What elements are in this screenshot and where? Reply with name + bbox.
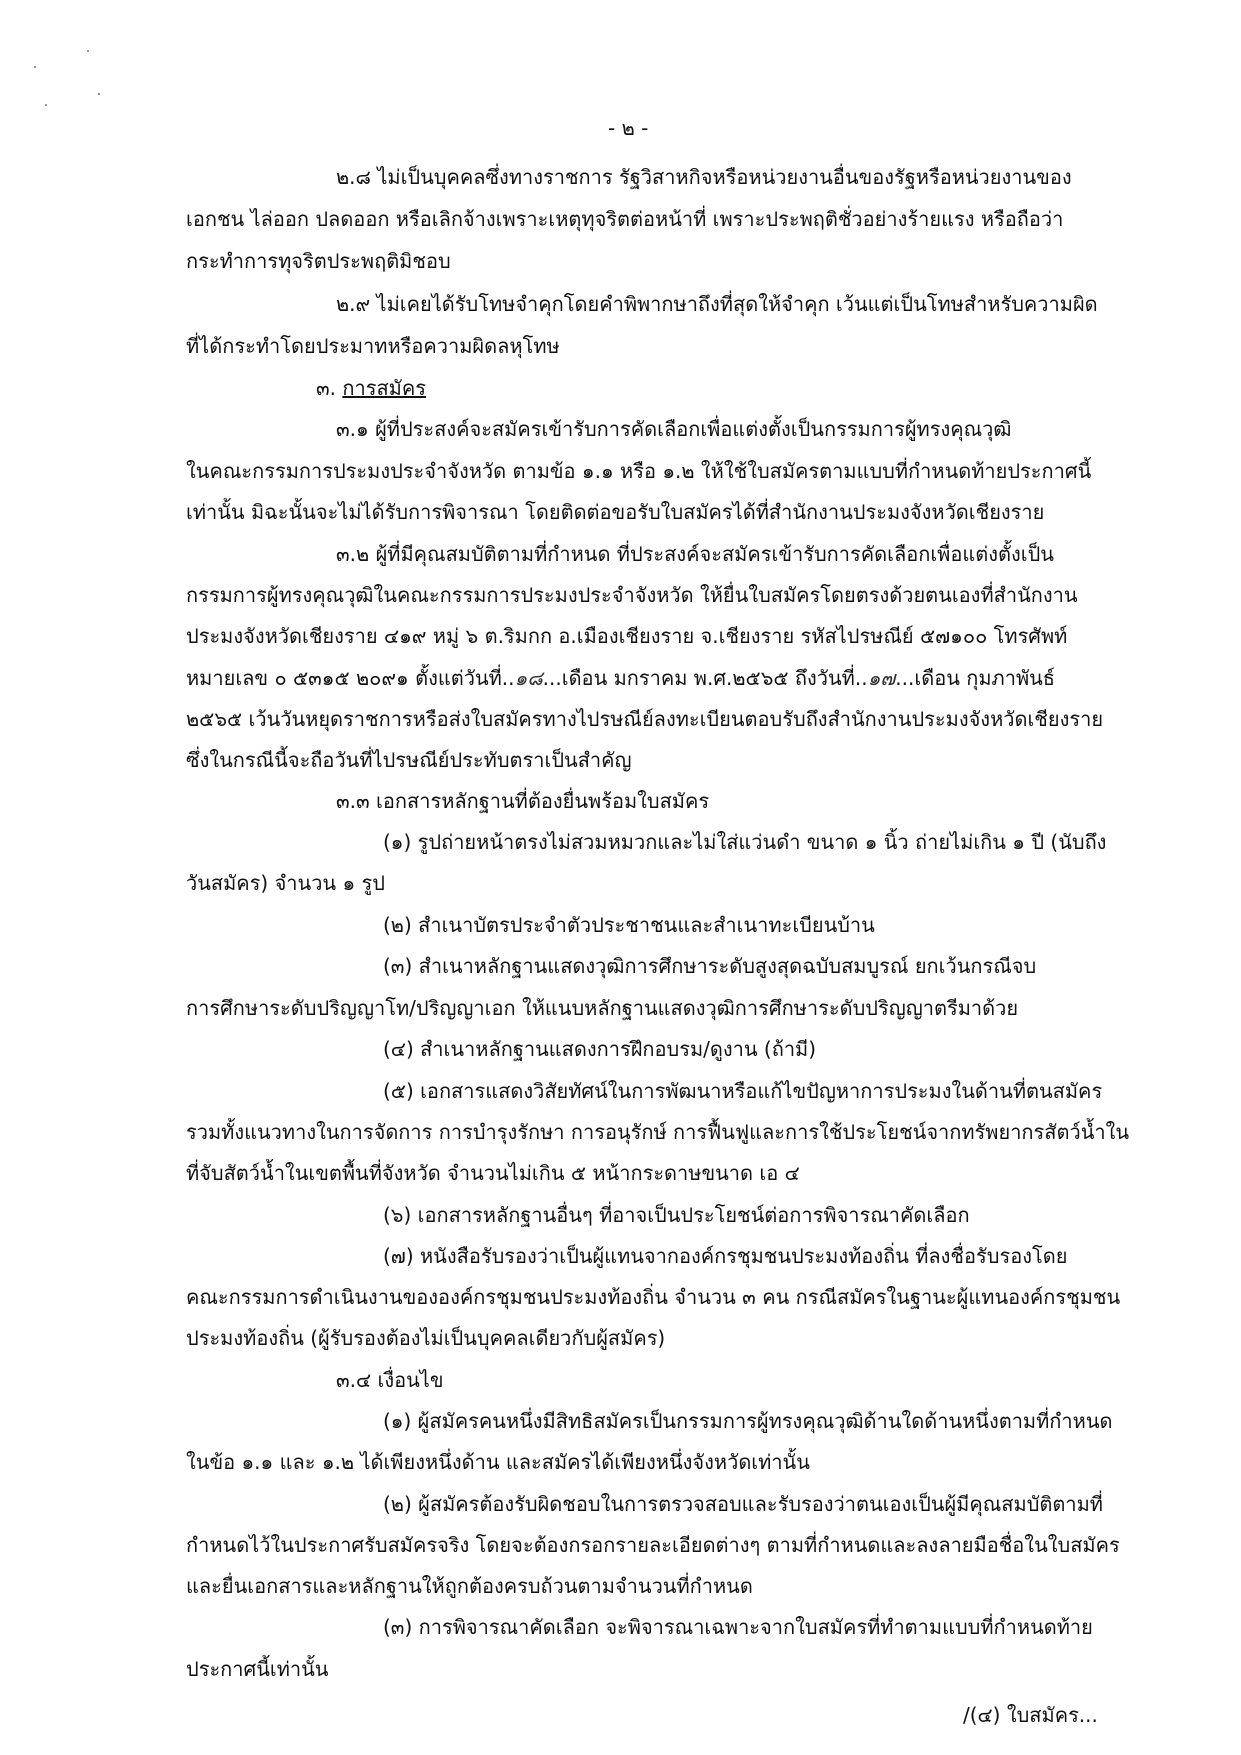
paragraph-line: (๓) การพิจารณาคัดเลือก จะพิจารณาเฉพาะจากใบสมัครที่ทำตามแบบที่กำหนดท้าย (383, 1615, 1093, 1639)
paragraph-line: กำหนดไว้ในประกาศรับสมัครจริง โดยจะต้องกรอกรายละเอียดต่างๆ ตามที่กำหนดและลงลายมือชื่อในใบสมัคร (186, 1533, 1120, 1557)
paragraph-line: (๑) ผู้สมัครคนหนึ่งมีสิทธิสมัครเป็นกรรมการผู้ทรงคุณวุฒิด้านใดด้านหนึ่งตามที่กำหนด (383, 1409, 1113, 1433)
paragraph-line: (๔) สำเนาหลักฐานแสดงการฝึกอบรม/ดูงาน (ถ้ามี) (383, 1037, 817, 1061)
paragraph-line: (๑) รูปถ่ายหน้าตรงไม่สวมหมวกและไม่ใส่แว่นดำ ขนาด ๑ นิ้ว ถ่ายไม่เกิน ๑ ปี (นับถึง (383, 830, 1107, 854)
paragraph-line: เอกชน ไล่ออก ปลดออก หรือเลิกจ้างเพราะเหตุทุจริตต่อหน้าที่ เพราะประพฤติชั่วอย่างร้ายแรง หรือถือว่า (186, 207, 1064, 231)
page-number: - ๒ - (608, 116, 649, 140)
paragraph-line: (๖) เอกสารหลักฐานอื่นๆ ที่อาจเป็นประโยชน์ต่อการพิจารณาคัดเลือก (383, 1203, 970, 1227)
scan-speck (34, 66, 36, 68)
scan-speck (98, 93, 100, 95)
paragraph-line: (๗) หนังสือรับรองว่าเป็นผู้แทนจากองค์กรชุมชนประมงท้องถิ่น ที่ลงชื่อรับรองโดย (383, 1244, 1068, 1268)
paragraph-line: ๒๕๖๕ เว้นวันหยุดราชการหรือส่งใบสมัครทางไปรษณีย์ลงทะเบียนตอบรับถึงสำนักงานประมงจังหวัดเชียงราย (186, 707, 1104, 731)
section-title: การสมัคร (342, 376, 426, 400)
date-text: ...เดือน กุมภาพันธ์ (895, 666, 1056, 690)
paragraph-line: ประมงจังหวัดเชียงราย ๔๑๙ หมู่ ๖ ต.ริมกก อ.เมืองเชียงราย จ.เชียงราย รหัสไปรษณีย์ ๕๗๑๐๐ โทรศัพท์ (186, 624, 1068, 648)
paragraph-line: ๓.๒ ผู้ที่มีคุณสมบัติตามที่กำหนด ที่ประสงค์จะสมัครเข้ารับการคัดเลือกเพื่อแต่งตั้งเป็น (336, 542, 1054, 566)
paragraph-line: ที่ได้กระทำโดยประมาทหรือความผิดลหุโทษ (186, 334, 560, 358)
paragraph-line: ๓.๑ ผู้ที่ประสงค์จะสมัครเข้ารับการคัดเลือกเพื่อแต่งตั้งเป็นกรรมการผู้ทรงคุณวุฒิ (336, 417, 1012, 441)
paragraph-line: วันสมัคร) จำนวน ๑ รูป (186, 871, 385, 895)
scan-speck (87, 50, 89, 52)
section-number: ๓. (316, 376, 337, 400)
date-text: หมายเลข ๐ ๕๓๑๕ ๒๐๙๑ ตั้งแต่วันที่.. (186, 666, 515, 690)
paragraph-line: (๒) ผู้สมัครต้องรับผิดชอบในการตรวจสอบและรับรองว่าตนเองเป็นผู้มีคุณสมบัติตามที่ (383, 1492, 1103, 1516)
paragraph-line: (๕) เอกสารแสดงวิสัยทัศน์ในการพัฒนาหรือแก้ไขปัญหาการประมงในด้านที่ตนสมัคร (383, 1079, 1103, 1103)
paragraph-line: ที่จับสัตว์น้ำในเขตพื้นที่จังหวัด จำนวนไม่เกิน ๕ หน้ากระดาษขนาด เอ ๔ (186, 1161, 800, 1185)
section-heading (316, 373, 426, 403)
paragraph-line: ๓.๔ เงื่อนไข (336, 1368, 444, 1392)
paragraph-line: (๒) สำเนาบัตรประจำตัวประชาชนและสำเนาทะเบียนบ้าน (383, 913, 875, 937)
paragraph-line: (๓) สำเนาหลักฐานแสดงวุฒิการศึกษาระดับสูงสุดฉบับสมบูรณ์ ยกเว้นกรณีจบ (383, 954, 1037, 978)
paragraph-line: ๒.๘ ไม่เป็นบุคคลซึ่งทางราชการ รัฐวิสาหกิจหรือหน่วยงานอื่นของรัฐหรือหน่วยงานของ (336, 165, 1072, 189)
scan-speck (45, 104, 47, 106)
paragraph-line: ๓.๓ เอกสารหลักฐานที่ต้องยื่นพร้อมใบสมัคร (336, 789, 710, 813)
paragraph-line: กรรมการผู้ทรงคุณวุฒิในคณะกรรมการประมงประจำจังหวัด ให้ยื่นใบสมัครโดยตรงด้วยตนเองที่สำนักงาน (186, 583, 1078, 607)
paragraph-line: และยื่นเอกสารและหลักฐานให้ถูกต้องครบถ้วนตามจำนวนที่กำหนด (186, 1574, 753, 1598)
paragraph-line: ในข้อ ๑.๑ และ ๑.๒ ได้เพียงหนึ่งด้าน และสมัครได้เพียงหนึ่งจังหวัดเท่านั้น (186, 1450, 810, 1474)
paragraph-line: ซึ่งในกรณีนี้จะถือวันที่ไปรษณีย์ประทับตราเป็นสำคัญ (186, 748, 632, 772)
paragraph-line: ประมงท้องถิ่น (ผู้รับรองต้องไม่เป็นบุคคลเดียวกับผู้สมัคร) (186, 1326, 666, 1350)
paragraph-line: รวมทั้งแนวทางในการจัดการ การบำรุงรักษา การอนุรักษ์ การฟื้นฟูและการใช้ประโยชน์จากทรัพยากรสัตว์น้ำใน (186, 1120, 1130, 1144)
paragraph-line: ๒.๙ ไม่เคยได้รับโทษจำคุกโดยคำพิพากษาถึงที่สุดให้จำคุก เว้นแต่เป็นโทษสำหรับความผิด (336, 292, 1098, 316)
paragraph-line: คณะกรรมการดำเนินงานขององค์กรชุมชนประมงท้องถิ่น จำนวน ๓ คน กรณีสมัครในฐานะผู้แทนองค์กรชุมชน (186, 1285, 1121, 1309)
paragraph-line: การศึกษาระดับปริญญาโท/ปริญญาเอก ให้แนบหลักฐานแสดงวุฒิการศึกษาระดับปริญญาตรีมาด้วย (186, 996, 1019, 1020)
date-range-line (186, 663, 1055, 693)
paragraph-line: ประกาศนี้เท่านั้น (186, 1657, 329, 1681)
paragraph-line: กระทำการทุจริตประพฤติมิชอบ (186, 249, 451, 273)
date-text: ...เดือน มกราคม พ.ศ.๒๕๖๕ ถึงวันที่.. (542, 666, 868, 690)
paragraph-line: ในคณะกรรมการประมงประจำจังหวัด ตามข้อ ๑.๑ หรือ ๑.๒ ให้ใช้ใบสมัครตามแบบที่กำหนดท้ายประกาศนี้ (186, 459, 1092, 483)
continuation-footer: /(๔) ใบสมัคร... (963, 1703, 1098, 1727)
handwritten-end-day: ๑๗ (867, 666, 896, 690)
handwritten-start-day: ๑๘ (514, 666, 543, 690)
paragraph-line: เท่านั้น มิฉะนั้นจะไม่ได้รับการพิจารณา โดยติดต่อขอรับใบสมัครได้ที่สำนักงานประมงจังหวัดเชียงราย (186, 500, 1045, 524)
